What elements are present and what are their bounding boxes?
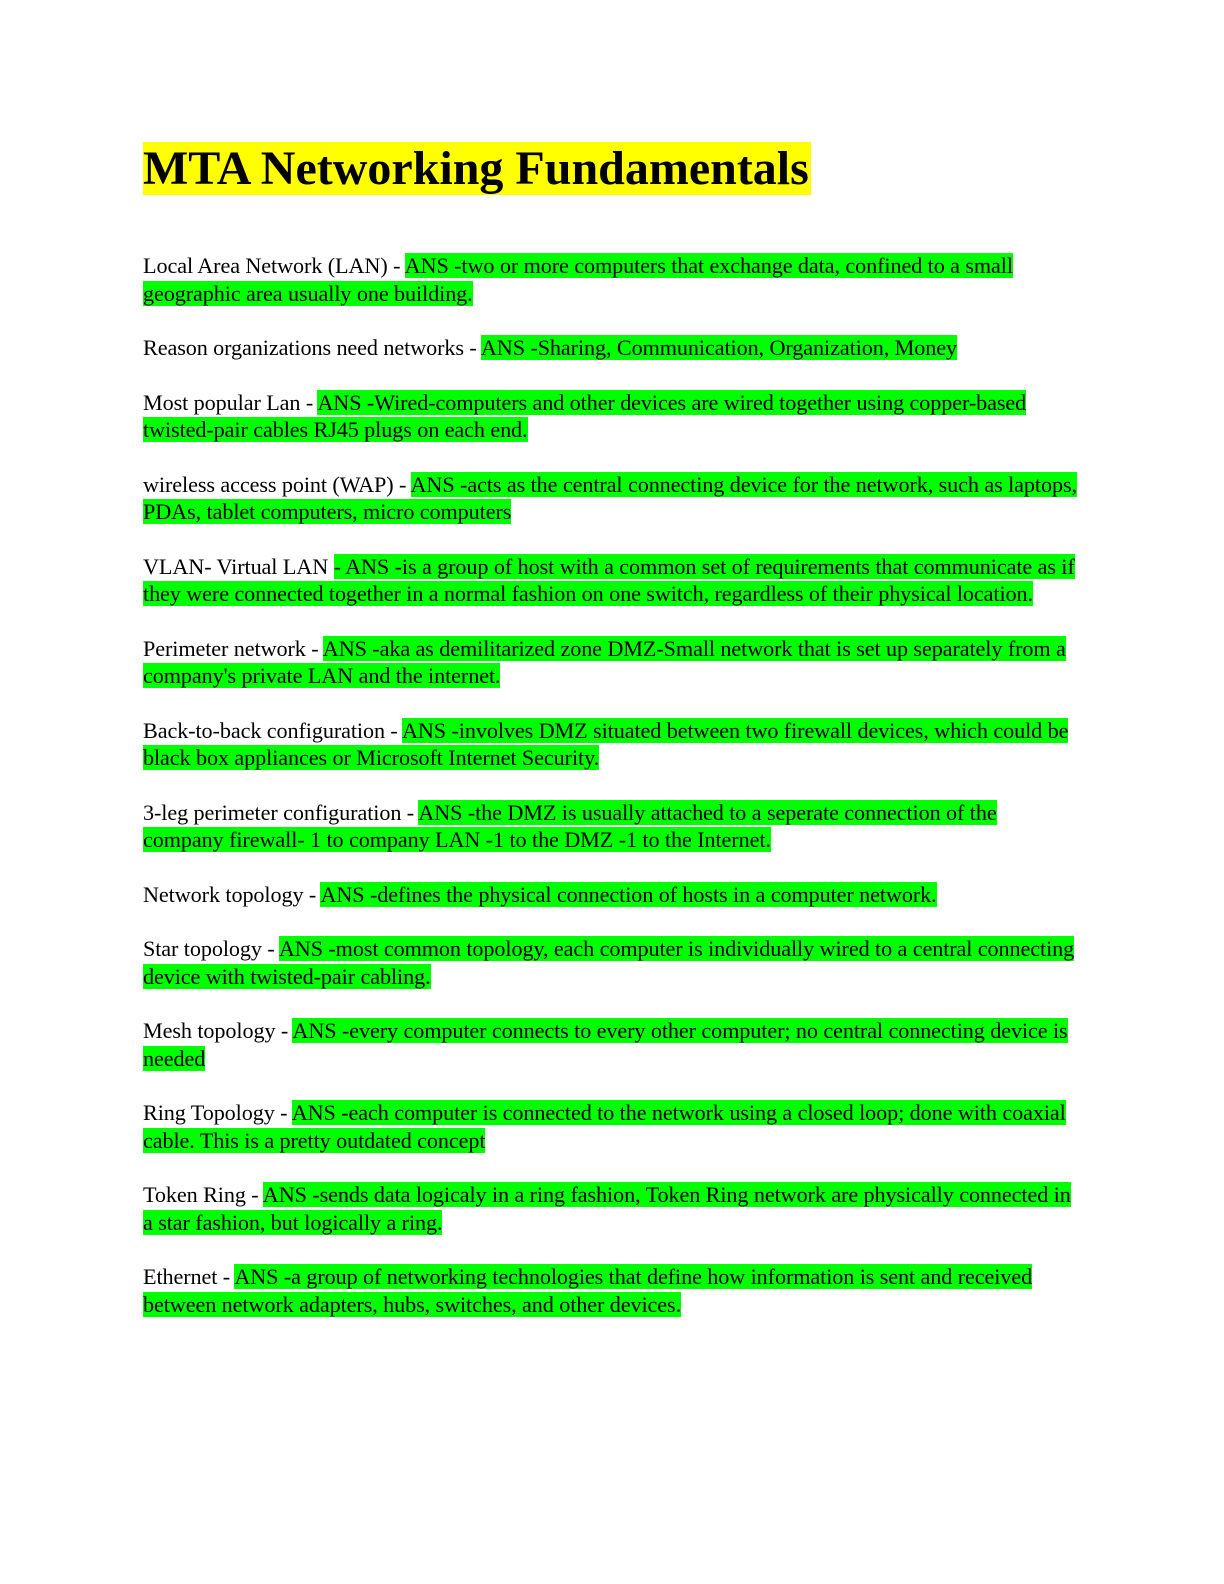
entry-answer: ANS -sends data logicaly in a ring fashion, Token Ring network are physically connected in a star fashion, but logically a ring. [143,1182,1071,1235]
entry-answer: ANS -most common topology, each computer is individually wired to a central connecting device with twisted-pair cabling. [143,936,1075,989]
entry-answer: ANS -the DMZ is usually attached to a seperate connection of the company firewall- 1 to company LAN -1 to the DMZ -1 to the Internet. [143,799,997,852]
entry-3-leg-perimeter [143,799,1078,854]
entry-term: Reason organizations need networks - [143,335,481,360]
entry-answer: ANS -involves DMZ situated between two firewall devices, which could be black box appliances or Microsoft Internet Security. [143,717,1069,770]
title-highlight: MTA Networking Fundamentals [143,142,809,195]
entry-star-topology [143,935,1078,990]
entry-answer: ANS -each computer is connected to the network using a closed loop; done with coaxial cable. This is a pretty outdated concept [143,1100,1066,1153]
entry-reason-networks [143,334,1078,362]
entry-term: 3-leg perimeter configuration - [143,799,419,825]
entry-term: Ring Topology - [143,1100,292,1125]
entry-term: Most popular Lan - [143,389,318,415]
entry-answer: ANS -every computer connects to every other computer; no central connecting device is needed [143,1018,1068,1071]
entry-term: Star topology - [143,936,279,961]
entry-term: Mesh topology - [143,1018,293,1043]
entry-wap [143,471,1078,526]
entry-answer: ANS -defines the physical connection of hosts in a computer network. [320,881,937,907]
entry-answer: ANS -Wired-computers and other devices are wired together using copper-based twisted-pair cables RJ45 plugs on each end. [143,389,1027,442]
document-page [143,140,1078,1345]
entry-term: VLAN- Virtual LAN [143,553,334,579]
entry-network-topology [143,881,1078,909]
entry-lan [143,252,1078,307]
entry-ring-topology [143,1099,1078,1154]
entry-answer: ANS -aka as demilitarized zone DMZ-Small network that is set up separately from a company's private LAN and the internet. [143,635,1066,688]
entry-answer: - ANS -is a group of host with a common set of requirements that communicate as if they were connected together in a normal fashion on one switch, regardless of their physical location. [143,553,1075,606]
entry-ethernet [143,1263,1078,1318]
entry-term: Network topology - [143,881,321,907]
entry-back-to-back [143,717,1078,772]
entry-term: wireless access point (WAP) - [143,471,411,497]
entry-popular-lan [143,389,1078,444]
entry-term: Back-to-back configuration - [143,717,402,743]
entry-term: Perimeter network - [143,635,323,661]
entry-vlan [143,553,1078,608]
entry-perimeter-network [143,635,1078,690]
entry-mesh-topology [143,1017,1078,1072]
entry-term: Ethernet - [143,1264,235,1289]
entry-token-ring [143,1181,1078,1236]
entry-term: Local Area Network (LAN) - [143,253,405,278]
entry-answer: ANS -a group of networking technologies that define how information is sent and received between network adapters, hubs, switches, and other devices. [143,1264,1033,1317]
entry-answer: ANS -Sharing, Communication, Organization, Money [480,335,957,360]
entry-answer: ANS -acts as the central connecting device for the network, such as laptops, PDAs, tablet computers, micro computers [143,471,1077,524]
entry-answer: ANS -two or more computers that exchange data, confined to a small geographic area usually one building. [143,253,1013,306]
entry-term: Token Ring - [143,1182,263,1207]
document-title [143,140,1078,198]
